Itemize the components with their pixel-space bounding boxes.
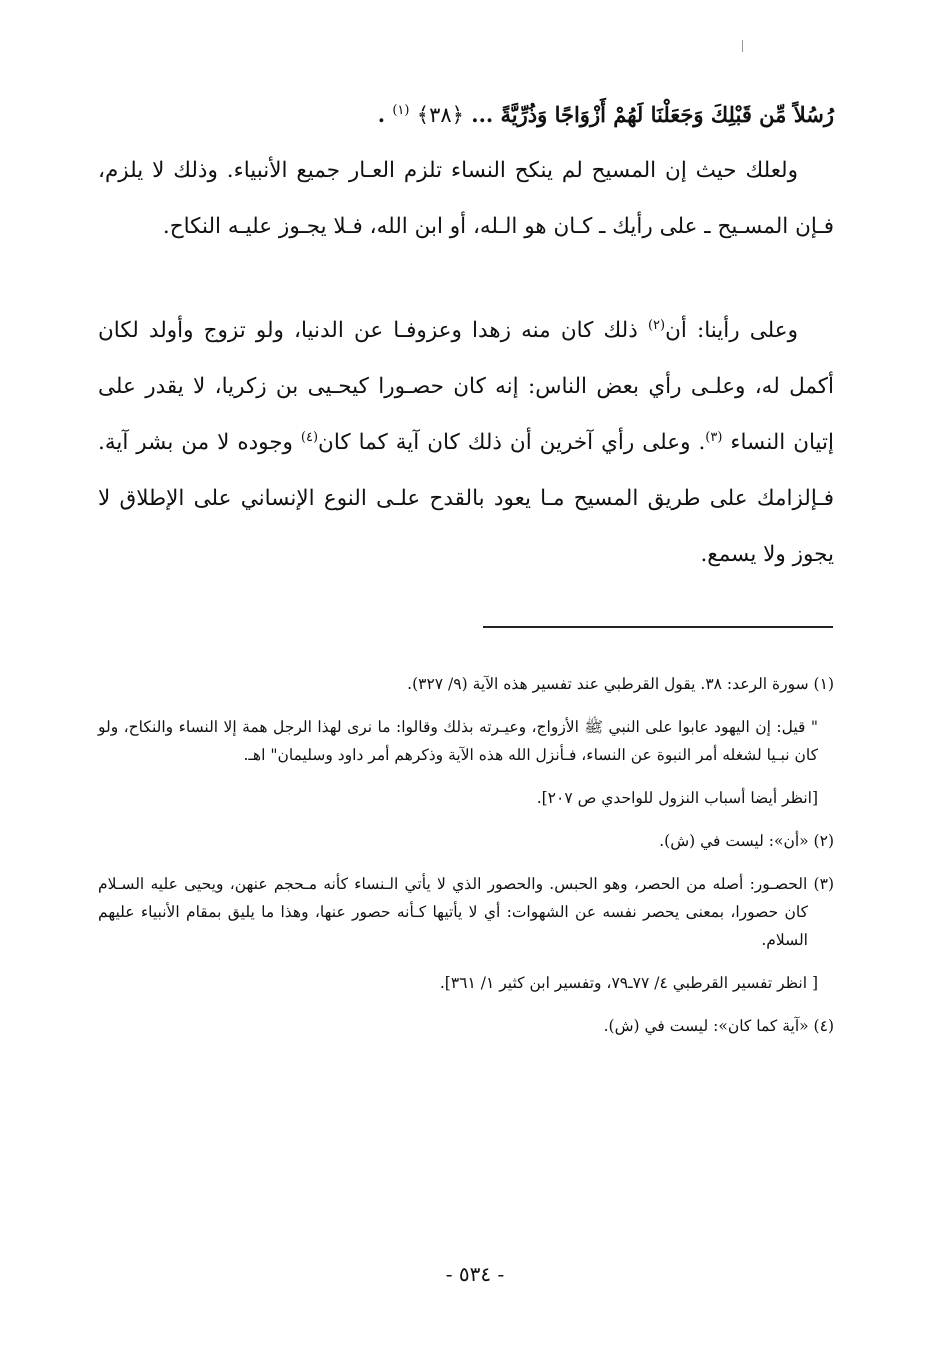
- footnotes: [98, 670, 834, 1055]
- paragraph-2-part-b: ذلك كان منه زهدا وعزوفـا عن الدنيا، ولو تزوج وأولد لكان أكمل له، وعلـى رأي بعض الناس: إنه كان حصـورا كيحـيى بن زكريا، لا يقدر على إتيان النساء: [98, 318, 834, 455]
- footnote-ref-2: (٢): [647, 317, 666, 333]
- scan-mark: [742, 40, 743, 52]
- paragraph-2-part-d: وجوده لا من بشر آية. فـإلزامك على طريق المسيح مـا يعود بالقدح علـى النوع الإنساني على الإطلاق لا يجوز ولا يسمع.: [98, 430, 834, 567]
- paragraph-1-text: ولعلك حيث إن المسيح لم ينكح النساء تلزم العـار جميع الأنبياء. وذلك لا يلزم، فـإن المسـيح ـ على رأيك ـ كـان هو الـله، أو ابن الله، فـلا يجـوز عليـه النكاح.: [98, 158, 834, 239]
- footnote-ref-4: (٤): [300, 429, 319, 445]
- footnote-1: (١) سورة الرعد: ٣٨. يقول القرطبي عند تفسير هذه الآية (٩/ ٣٢٧).: [407, 675, 834, 693]
- verse-text: رُسُلاً مِّن قَبْلِكَ وَجَعَلْنَا لَهُمْ أَزْوَاجًا وَذُرِّيَّةً ...: [471, 102, 834, 127]
- footnote-4: (٤) «آية كما كان»: ليست في (ش).: [603, 1017, 834, 1035]
- paragraph-1: [98, 143, 834, 255]
- paragraph-2-part-a: وعلى رأينا: أن: [665, 318, 798, 343]
- page-number: - ٥٣٤ -: [445, 1262, 505, 1286]
- footnote-separator: [483, 626, 833, 628]
- footnote-2: (٢) «أن»: ليست في (ش).: [659, 832, 834, 850]
- footnote-1-quote: " قيل: إن اليهود عابوا على النبي ﷺ الأزواج، وعيـرته بذلك وقالوا: ما نرى لهذا الرجل همة إلا النساء والنكاح، ولو كان نبـيا لشغله أمر النبوة عن النساء، فـأنزل الله هذه الآية وذكرهم أمر داود وسليمان" اهـ.: [98, 718, 818, 764]
- footnote-3: (٣) الحصـور: أصله من الحصر، وهو الحبس. والحصور الذي لا يأتي الـنساء كأنه مـحجم عنهن، ويحيى عليه السـلام كان حصورا، بمعنى يحصر نفسه عن الشهوات: أي لا يأتيها كـأنه حصور عنها، وهذا ما يليق بمقام الأنبياء عليهم السلام.: [98, 875, 834, 949]
- paragraph-2-text: [98, 303, 834, 583]
- quran-verse: [94, 98, 834, 132]
- paragraph-2: [98, 303, 834, 583]
- footnote-ref-1: (١): [392, 103, 410, 118]
- ayah-number: ﴿٣٨﴾: [416, 103, 464, 127]
- footnote-3-reference: [ انظر تفسير القرطبي ٤/ ٧٧ـ٧٩، وتفسير ابن كثير ١/ ٣٦١].: [439, 974, 818, 992]
- paragraph-2-part-c: . وعلى رأي آخرين أن ذلك كان آية كما كان: [318, 430, 706, 455]
- footnote-ref-3: (٣): [705, 429, 723, 445]
- footnote-1-reference: [انظر أيضا أسباب النزول للواحدي ص ٢٠٧].: [536, 789, 818, 807]
- verse-end: .: [377, 102, 386, 127]
